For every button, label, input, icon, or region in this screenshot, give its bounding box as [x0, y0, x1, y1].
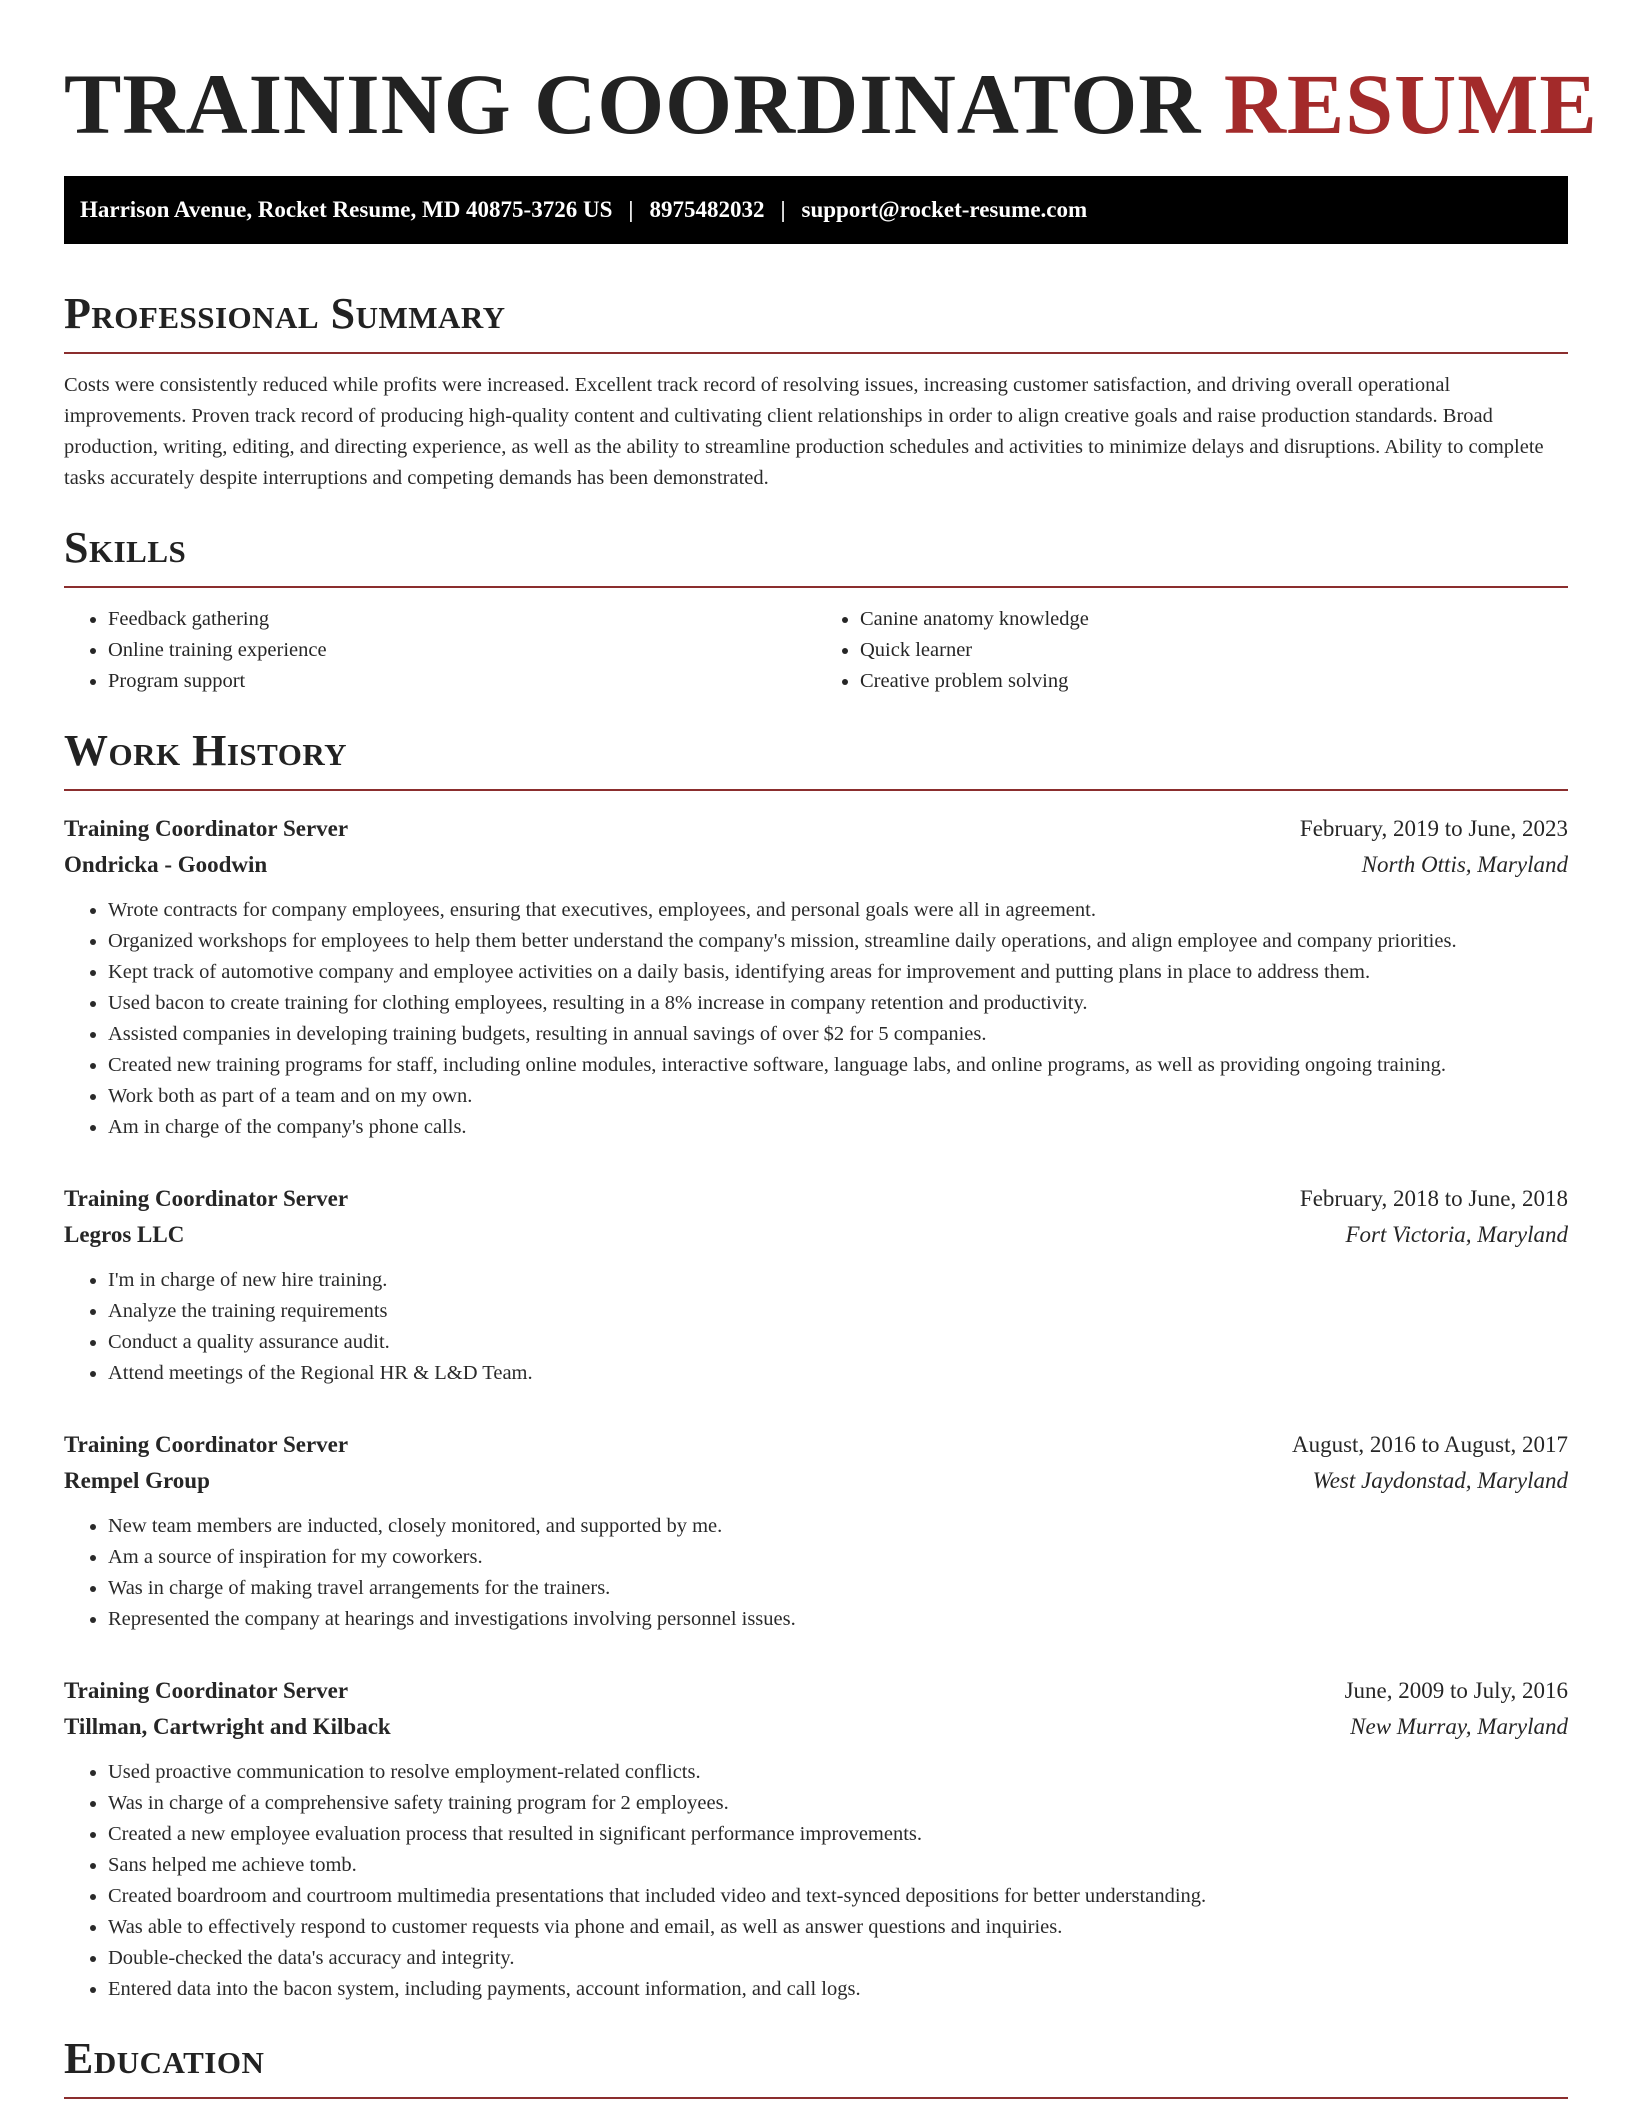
job-bullets	[64, 1511, 1568, 1635]
job-bullet: • Organized workshops for employees to help them better understand the company's mission, streamline daily operations, and align employee and company priorities.	[108, 926, 1568, 957]
title-main: TRAINING COORDINATOR	[64, 56, 1202, 152]
summary-heading: Professional Summary	[64, 289, 506, 338]
job-title: Training Coordinator Server	[64, 1186, 349, 1211]
job-entry	[64, 1427, 1568, 1635]
contact-phone[interactable]: 8975482032	[649, 197, 765, 222]
job-bullet: • Used bacon to create training for clothing employees, resulting in a 8% increase in company retention and productivity.	[108, 988, 1568, 1019]
job-bullets	[64, 1757, 1568, 2005]
job-bullet: • Am a source of inspiration for my coworkers.	[108, 1542, 1568, 1573]
job-entry	[64, 1181, 1568, 1389]
job-header-row	[64, 1427, 1568, 1463]
work-history-section	[64, 723, 1568, 2005]
skills-list-right	[816, 604, 1568, 697]
job-bullet: • Assisted companies in developing training budgets, resulting in annual savings of over $2 for 5 companies.	[108, 1019, 1568, 1050]
contact-separator: |	[628, 197, 634, 222]
job-title: Training Coordinator Server	[64, 816, 349, 841]
job-dates: August, 2016 to August, 2017	[1291, 1432, 1568, 1457]
job-company-row	[64, 1463, 1568, 1499]
contact-bar	[64, 176, 1568, 244]
education-section	[64, 2031, 1568, 2099]
job-bullet: • Sans helped me achieve tomb.	[108, 1850, 1568, 1881]
job-title: Training Coordinator Server	[64, 1678, 349, 1703]
work-history-heading: Work History	[64, 726, 348, 775]
job-bullet: • Kept track of automotive company and employee activities on a daily basis, identifying areas for improvement and putting plans in place to address them.	[108, 957, 1568, 988]
job-header-row	[64, 811, 1568, 847]
job-bullet: • Am in charge of the company's phone calls.	[108, 1112, 1568, 1143]
job-dates: February, 2018 to June, 2018	[1299, 1186, 1568, 1211]
job-bullet: • I'm in charge of new hire training.	[108, 1265, 1568, 1296]
job-location: New Murray, Maryland	[1350, 1714, 1568, 1739]
job-entry	[64, 1673, 1568, 2005]
skill-item: • Canine anatomy knowledge	[860, 604, 1568, 635]
job-company: Tillman, Cartwright and Kilback	[64, 1714, 391, 1739]
job-location: North Ottis, Maryland	[1361, 852, 1568, 877]
job-company-row	[64, 1709, 1568, 1745]
skill-item: • Quick learner	[860, 635, 1568, 666]
summary-section	[64, 286, 1568, 494]
job-bullet: • Entered data into the bacon system, including payments, account information, and call logs.	[108, 1974, 1568, 2005]
job-title: Training Coordinator Server	[64, 1432, 349, 1457]
job-company-row	[64, 847, 1568, 883]
job-bullet: • Work both as part of a team and on my own.	[108, 1081, 1568, 1112]
skills-grid	[64, 604, 1568, 697]
job-bullet: • Was in charge of a comprehensive safety training program for 2 employees.	[108, 1788, 1568, 1819]
contact-separator: |	[780, 197, 786, 222]
job-dates: June, 2009 to July, 2016	[1344, 1678, 1568, 1703]
job-bullet: • Wrote contracts for company employees, ensuring that executives, employees, and personal goals were all in agreement.	[108, 895, 1568, 926]
job-bullet: • Was in charge of making travel arrangements for the trainers.	[108, 1573, 1568, 1604]
job-bullet: • Double-checked the data's accuracy and integrity.	[108, 1943, 1568, 1974]
skills-section	[64, 520, 1568, 697]
job-company: Rempel Group	[64, 1468, 210, 1493]
job-bullet: • Attend meetings of the Regional HR & L&D Team.	[108, 1358, 1568, 1389]
job-company: Ondricka - Goodwin	[64, 852, 268, 877]
skill-item: • Feedback gathering	[108, 604, 816, 635]
job-company-row	[64, 1217, 1568, 1253]
skill-item: • Online training experience	[108, 635, 816, 666]
job-header-row	[64, 1673, 1568, 1709]
job-bullet: • Represented the company at hearings and investigations involving personnel issues.	[108, 1604, 1568, 1635]
job-bullet: • Created boardroom and courtroom multimedia presentations that included video and text-synced depositions for better understanding.	[108, 1881, 1568, 1912]
skill-item: • Creative problem solving	[860, 666, 1568, 697]
skills-heading: Skills	[64, 523, 187, 572]
job-location: West Jaydonstad, Maryland	[1312, 1468, 1568, 1493]
section-divider	[64, 789, 1568, 791]
skills-list-left	[64, 604, 816, 697]
section-divider	[64, 2097, 1568, 2099]
education-heading: Education	[64, 2034, 265, 2083]
job-bullet: • Created new training programs for staff, including online modules, interactive software, language labs, and online programs, as well as providing ongoing training.	[108, 1050, 1568, 1081]
job-bullet: • Conduct a quality assurance audit.	[108, 1327, 1568, 1358]
summary-text: Costs were consistently reduced while profits were increased. Excellent track record of resolving issues, increasing customer satisfaction, and driving overall operational improvements. Proven track record of producing high-quality content and cultivating client relationships in order to align creative goals and raise production standards. Broad production, writing, editing, and directing experience, as well as the ability to streamline production schedules and activities to minimize delays and disruptions. Ability to complete tasks accurately despite interruptions and competing demands has been demonstrated.	[64, 374, 1544, 489]
job-bullet: • Analyze the training requirements	[108, 1296, 1568, 1327]
job-location: Fort Victoria, Maryland	[1345, 1222, 1568, 1247]
resume-title	[64, 0, 1598, 154]
job-dates: February, 2019 to June, 2023	[1299, 816, 1568, 841]
skill-item: • Program support	[108, 666, 816, 697]
contact-email[interactable]: support@rocket-resume.com	[801, 197, 1088, 222]
job-header-row	[64, 1181, 1568, 1217]
section-divider	[64, 352, 1568, 354]
job-bullet: • Was able to effectively respond to customer requests via phone and email, as well as answer questions and inquiries.	[108, 1912, 1568, 1943]
title-accent: RESUME	[1223, 56, 1598, 152]
section-divider	[64, 586, 1568, 588]
job-bullets	[64, 895, 1568, 1143]
job-entry	[64, 811, 1568, 1143]
job-bullet: • Used proactive communication to resolve employment-related conflicts.	[108, 1757, 1568, 1788]
job-bullet: • New team members are inducted, closely monitored, and supported by me.	[108, 1511, 1568, 1542]
contact-address: Harrison Avenue, Rocket Resume, MD 40875-3726 US	[80, 197, 613, 222]
job-company: Legros LLC	[64, 1222, 185, 1247]
job-bullets	[64, 1265, 1568, 1389]
job-bullet: • Created a new employee evaluation process that resulted in significant performance improvements.	[108, 1819, 1568, 1850]
